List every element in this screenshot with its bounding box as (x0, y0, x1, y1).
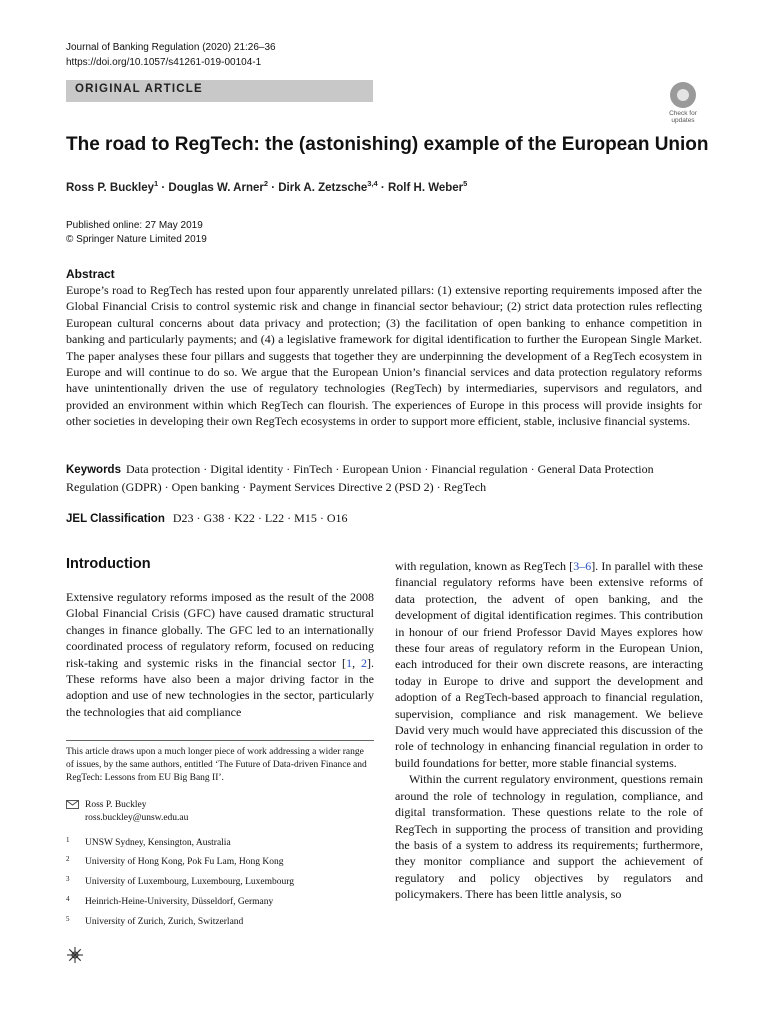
check-for-updates-icon (670, 82, 696, 108)
author-1[interactable]: Ross P. Buckley$^1$ (66, 179, 159, 194)
badge-line-1: Check for (669, 110, 697, 117)
author-list: Ross P. Buckley$^1$ · Douglas W. Arner$^2$ · Dirk A. Zetzsche$^{3,4}$ · Rolf H. Weber$^5$ (66, 179, 468, 194)
envelope-icon (66, 800, 79, 809)
journal-meta (66, 40, 276, 70)
intro-paragraph-2: Within the current regulatory environment, questions remain around the role of technology in regulation, compliance, and digital transformation. These questions relate to the role of RegTech in supporting the process of transition and providing the basis of a system to address its requirements; furthermore, they monitor compliance and support the achievement of regulatory and policy objectives by regulators and policymakers. There has been little analysis, so (395, 772, 703, 902)
journal-citation: Journal of Banking Regulation (2020) 21:26–36 (66, 42, 276, 53)
citation-link-3-6[interactable]: 3–6 (573, 559, 592, 573)
abstract-text: Europe’s road to RegTech has rested upon four apparently unrelated pillars: (1) extensive reporting requirements imposed after the Global Financial Crisis to control systemic risk and change in financial sector behaviour; (2) strict data protection rules reflecting European cultural concerns about data privacy and protection; (3) the facilitation of open banking to enhance competition in banking and particularly payments; and (4) a legislative framework for digital identification to further the European Single Market. The paper analyses these four pillars and suggests that together they are underpinning the development of a RegTech ecosystem in Europe and will continue to do so. We argue that the European Union’s financial services and data protection regulatory reforms have unintentionally driven the use of regulatory technologies (RegTech) by intermediaries, supervisors and regulators, and provided an environment within which RegTech can flourish. The experiences of Europe in this process will provide insights for other societies in developing their own RegTech ecosystems in order to support more efficient, stable, inclusive financial systems. (66, 283, 702, 429)
intro-left-column: Extensive regulatory reforms imposed as the result of the 2008 Global Financial Crisis (GFC) have caused dramatic structural changes in finance globally. The GFC led to an internationally coordinated process of regulatory reform, focused on reducing risk-taking and systemic risks in the financial sector [1, 2]. These reforms have also been a major driving factor in the adoption and use of new technologies in the sector, particularly the technologies that aid compliance (66, 590, 374, 719)
abstract-heading: Abstract (66, 267, 115, 281)
jel-label: JEL Classification (66, 513, 165, 525)
author-2[interactable]: Douglas W. Arner$^2$ (168, 179, 269, 194)
keywords-label: Keywords (66, 464, 121, 476)
author-3[interactable]: Dirk A. Zetzsche$^{3,4}$ (278, 179, 378, 194)
corresponding-author: Ross P. Buckley (85, 800, 147, 810)
copyright: © Springer Nature Limited 2019 (66, 234, 207, 245)
article-title: The road to RegTech: the (astonishing) example of the European Union (66, 134, 709, 155)
corresponding-email[interactable]: ross.buckley@unsw.edu.au (85, 813, 189, 823)
footnote-divider (66, 740, 374, 741)
author-4[interactable]: Rolf H. Weber$^5$ (387, 179, 468, 194)
publication-info (66, 219, 207, 247)
intro-paragraph-1: with regulation, known as RegTech [3–6]. In parallel with these financial regulatory reforms have been extensive reforms of data protection, the advent of open banking, and the development of digital identification regimes. This contribution in honour of our friend Professor David Mayes explores how these four areas of regulatory reform in the European Union, each introduced for their own discrete reasons, are interacting today in Europe to drive and support the development and adoption of a RegTech-based approach to financial regulation, supervision, compliance and risk management. We believe David very much would have appreciated this discussion of the role of technology in enhancing financial regulation in order to build foundations for better, more stable financial systems. (395, 559, 703, 770)
keywords (66, 461, 706, 496)
article-type-band (66, 80, 373, 102)
check-for-updates-badge[interactable] (663, 82, 703, 124)
doi-link[interactable]: https://doi.org/10.1057/s41261-019-00104-1 (66, 57, 262, 68)
jel-codes: D23 · G38 · K22 · L22 · M15 · O16 (172, 511, 348, 525)
springer-horse-icon (66, 946, 84, 964)
article-type: ORIGINAL ARTICLE (75, 83, 203, 95)
badge-line-2: updates (671, 117, 695, 124)
introduction-heading: Introduction (66, 556, 151, 572)
citation-link-1[interactable]: 1 (346, 655, 353, 670)
jel-classification (66, 511, 348, 526)
footnote: This article draws upon a much longer piece of work addressing a wider range of issues, by the same authors, entitled ‘The Future of Data-driven Finance and RegTech: Lessons from EU Big Bang II’. (66, 747, 367, 783)
citation-link-2[interactable]: 2 (361, 655, 367, 670)
published-date: Published online: 27 May 2019 (66, 220, 203, 231)
keywords-text: Data protection · Digital identity · FinTech · European Union · Financial regulation · General Data Protection Regulation (GDPR) · Open banking · Payment Services Directive 2 (PSD 2) · RegTech (66, 462, 654, 494)
intro-right-column (395, 558, 703, 903)
